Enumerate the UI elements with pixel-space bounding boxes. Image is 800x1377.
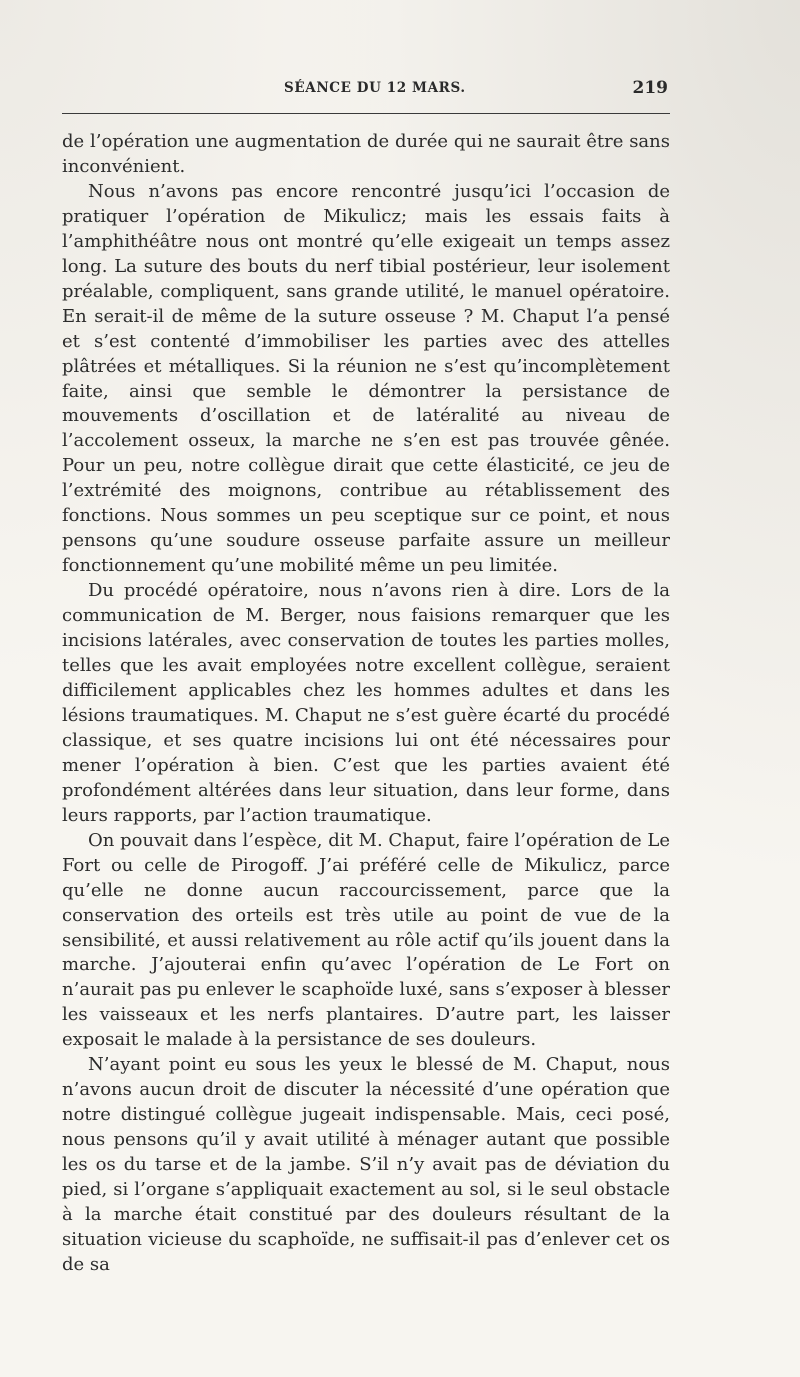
paragraph: Nous n’avons pas encore rencontré jusqu’ici l’occasion de pratiquer l’opération de Mikulicz; mais les essais faits à l’amphithéâtre nous ont montré qu’elle exigeait un temps assez long. La suture des bouts du nerf tibial postérieur, leur isolement préalable, compliquent, sans grande utilité, le manuel opératoire. En serait-il de même de la suture osseuse ? M. Chaput l’a pensé et s’est contenté d’immobiliser les parties avec des attelles plâtrées et métalliques. Si la réunion ne s’est qu’incomplètement faite, ainsi que semble le démontrer la persistance de mouvements d’oscillation et de latéralité au niveau de l’accolement osseux, la marche ne s’en est pas trouvée gênée. Pour un peu, notre collègue dirait que cette élasticité, ce jeu de l’extrémité des moignons, contribue au rétablissement des fonctions. Nous sommes un peu sceptique sur ce point, et nous pensons qu’une soudure osseuse parfaite assure un meilleur fonctionnement qu’une mobilité même un peu limitée. bbox=[62, 180, 670, 577]
paragraph: de l’opération une augmentation de durée qui ne saurait être sans inconvénient. bbox=[62, 131, 670, 177]
running-head: SÉANCE DU 12 MARS. bbox=[284, 80, 466, 96]
paragraph: N’ayant point eu sous les yeux le blessé de M. Chaput, nous n’avons aucun droit de discuter la nécessité d’une opération que notre distingué collègue jugeait indispensable. Mais, ceci posé, nous pensons qu’il y avait utilité à ménager autant que possible les os du tarse et de la jambe. S’il n’y avait pas de déviation du pied, si l’organe s’appliquait exactement au sol, si le seul obstacle à la marche était constitué par des douleurs résultant de la situation vicieuse du scaphoïde, ne suffisait-il pas d’enlever cet os de sa bbox=[62, 1054, 670, 1275]
page-header bbox=[62, 78, 670, 102]
paragraph: Du procédé opératoire, nous n’avons rien à dire. Lors de la communication de M. Berger, nous faisions remarquer que les incisions latérales, avec conservation de toutes les parties molles, telles que les avait employées notre excellent collègue, seraient difficilement applicables chez les hommes adultes et dans les lésions traumatiques. M. Chaput ne s’est guère écarté du procédé classique, et ses quatre incisions lui ont été nécessaires pour mener l’opération à bien. C’est que les parties avaient été profondément altérées dans leur situation, dans leur forme, dans leurs rapports, par l’action traumatique. bbox=[62, 580, 670, 826]
page-number: 219 bbox=[632, 78, 668, 98]
paragraph: On pouvait dans l’espèce, dit M. Chaput, faire l’opération de Le Fort ou celle de Pirogoff. J’ai préféré celle de Mikulicz, parce qu’elle ne donne aucun raccourcissement, parce que la conservation des orteils est très utile au point de vue de la sensibilité, et aussi relativement au rôle actif qu’ils jouent dans la marche. J’ajouterai enfin qu’avec l’opération de Le Fort on n’aurait pas pu enlever le scaphoïde luxé, sans s’exposer à blesser les vaisseaux et les nerfs plantaires. D’autre part, les laisser exposait le malade à la persistance de ses douleurs. bbox=[62, 829, 670, 1051]
body-text bbox=[62, 130, 670, 1278]
header-rule bbox=[62, 113, 670, 114]
